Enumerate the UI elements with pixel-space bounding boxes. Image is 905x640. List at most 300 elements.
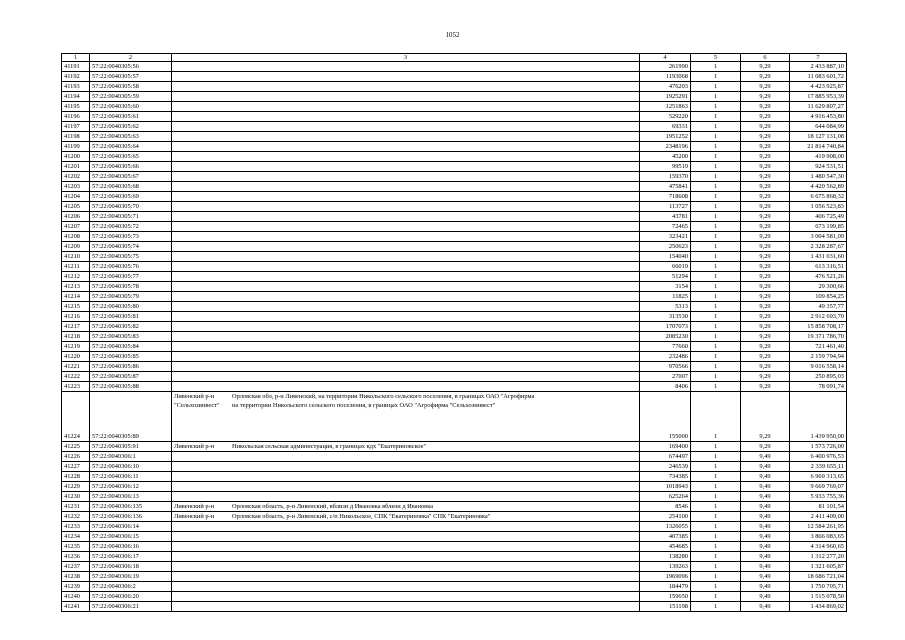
row-number: 41241	[62, 602, 90, 612]
rate-value: 9,29	[741, 182, 790, 192]
cadastral-value: 2 339 655,11	[790, 462, 847, 472]
quantity-value: 1	[691, 522, 741, 532]
cadastral-number: 57:22:0040305:61	[90, 112, 172, 122]
quantity-value: 1	[691, 192, 741, 202]
cadastral-value: 2 159 794,94	[790, 352, 847, 362]
cadastral-number: 57:22:0040305:71	[90, 212, 172, 222]
area-value: 232486	[640, 352, 691, 362]
quantity-value: 1	[691, 172, 741, 182]
cadastral-number: 57:22:0040306:15	[90, 532, 172, 542]
row-number: 41205	[62, 202, 90, 212]
quantity-value: 1	[691, 282, 741, 292]
area-value: 139263	[640, 562, 691, 572]
row-description	[172, 182, 640, 192]
rate-value: 9,29	[741, 82, 790, 92]
cadastral-value: 1 750 705,71	[790, 582, 847, 592]
row-description	[172, 172, 640, 182]
cadastral-value: 1 439 950,00	[790, 392, 847, 442]
row-description	[172, 602, 640, 612]
table-row	[62, 512, 847, 522]
row-number: 41195	[62, 102, 90, 112]
cadastral-value: 1 480 547,30	[790, 172, 847, 182]
row-number: 41222	[62, 372, 90, 382]
table-row	[62, 572, 847, 582]
description-region: Ливенский р-н	[174, 513, 215, 520]
quantity-value: 1	[691, 152, 741, 162]
rate-value: 9,49	[741, 512, 790, 522]
quantity-value: 1	[691, 352, 741, 362]
column-header: 2	[90, 54, 172, 62]
table-row	[62, 272, 847, 282]
table-row	[62, 262, 847, 272]
row-number: 41239	[62, 582, 90, 592]
cadastral-number: 57:22:0040306:19	[90, 572, 172, 582]
cadastral-number: 57:22:0040305:75	[90, 252, 172, 262]
area-value: 69331	[640, 122, 691, 132]
quantity-value: 1	[691, 132, 741, 142]
rate-value: 9,49	[741, 602, 790, 612]
row-number: 41216	[62, 312, 90, 322]
table-row	[62, 112, 847, 122]
cadastral-value: 78 091,74	[790, 382, 847, 392]
cadastral-value: 2 912 693,70	[790, 312, 847, 322]
cadastral-number: 57:22:0040305:57	[90, 72, 172, 82]
table-row	[62, 362, 847, 372]
cadastral-number: 57:22:0040306:13	[90, 492, 172, 502]
description-text: Орловская обл, р-н Ливенский, на территории Никольского сельского поселения, в границах ОАО "Агрофирма	[232, 393, 535, 400]
area-value: 718608	[640, 192, 691, 202]
cadastral-number: 57:22:0040305:82	[90, 322, 172, 332]
area-value: 72465	[640, 222, 691, 232]
rate-value: 9,29	[741, 242, 790, 252]
cadastral-value: 3 004 581,09	[790, 232, 847, 242]
area-value: 66019	[640, 262, 691, 272]
cadastral-number: 57:22:0040305:56	[90, 62, 172, 72]
rate-value: 9,29	[741, 62, 790, 72]
table-row	[62, 552, 847, 562]
cadastral-number: 57:22:0040305:74	[90, 242, 172, 252]
rate-value: 9,29	[741, 382, 790, 392]
row-number: 41209	[62, 242, 90, 252]
row-number: 41223	[62, 382, 90, 392]
rate-value: 9,49	[741, 582, 790, 592]
area-value: 734385	[640, 472, 691, 482]
table-row	[62, 142, 847, 152]
cadastral-number: 57:22:0040305:88	[90, 382, 172, 392]
row-number: 41240	[62, 592, 90, 602]
quantity-value: 1	[691, 292, 741, 302]
area-value: 313530	[640, 312, 691, 322]
row-description	[172, 162, 640, 172]
quantity-value: 1	[691, 482, 741, 492]
rate-value: 9,29	[741, 312, 790, 322]
row-description	[172, 442, 640, 452]
rate-value: 9,49	[741, 522, 790, 532]
cadastral-value: 406 725,49	[790, 212, 847, 222]
cadastral-value: 1 056 523,83	[790, 202, 847, 212]
rate-value: 9,49	[741, 462, 790, 472]
row-description	[172, 292, 640, 302]
quantity-value: 1	[691, 142, 741, 152]
area-value: 1018943	[640, 482, 691, 492]
table-row	[62, 222, 847, 232]
area-value: 151198	[640, 602, 691, 612]
table-row	[62, 242, 847, 252]
rate-value: 9,49	[741, 562, 790, 572]
rate-value: 9,49	[741, 552, 790, 562]
row-description	[172, 362, 640, 372]
table-row	[62, 122, 847, 132]
row-number: 41201	[62, 162, 90, 172]
rate-value: 9,29	[741, 112, 790, 122]
rate-value: 9,29	[741, 222, 790, 232]
cadastral-value: 11 629 807,27	[790, 102, 847, 112]
row-description	[172, 332, 640, 342]
row-number: 41204	[62, 192, 90, 202]
cadastral-number: 57:22:0040305:66	[90, 162, 172, 172]
table-row	[62, 532, 847, 542]
table-row	[62, 292, 847, 302]
page-number: 1052	[445, 31, 460, 39]
row-number: 41219	[62, 342, 90, 352]
table-row	[62, 72, 847, 82]
cadastral-value: 19 371 786,70	[790, 332, 847, 342]
area-value: 1969096	[640, 572, 691, 582]
area-value: 246539	[640, 462, 691, 472]
cadastral-number: 57:22:0040306:135	[90, 502, 172, 512]
cadastral-number: 57:22:0040306:18	[90, 562, 172, 572]
cadastral-number: 57:22:0040305:58	[90, 82, 172, 92]
row-description	[172, 482, 640, 492]
cadastral-value: 15 858 708,17	[790, 322, 847, 332]
area-value: 138280	[640, 552, 691, 562]
area-value: 8406	[640, 382, 691, 392]
rate-value: 9,29	[741, 372, 790, 382]
cadastral-value: 49 357,77	[790, 302, 847, 312]
quantity-value: 1	[691, 332, 741, 342]
quantity-value: 1	[691, 182, 741, 192]
table-row	[62, 322, 847, 332]
rate-value: 9,29	[741, 92, 790, 102]
table-row	[62, 482, 847, 492]
row-description	[172, 322, 640, 332]
row-description	[172, 312, 640, 322]
row-number: 41212	[62, 272, 90, 282]
area-value: 159650	[640, 592, 691, 602]
cadastral-value: 250 895,03	[790, 372, 847, 382]
table-row	[62, 132, 847, 142]
row-number: 41214	[62, 292, 90, 302]
cadastral-value: 1 321 605,87	[790, 562, 847, 572]
quantity-value: 1	[691, 592, 741, 602]
quantity-value: 1	[691, 342, 741, 352]
row-number: 41193	[62, 82, 90, 92]
rate-value: 9,29	[741, 232, 790, 242]
area-value: 476203	[640, 82, 691, 92]
quantity-value: 1	[691, 492, 741, 502]
row-description	[172, 142, 640, 152]
row-number: 41225	[62, 442, 90, 452]
area-value: 3154	[640, 282, 691, 292]
table-row	[62, 82, 847, 92]
cadastral-value: 1 312 277,20	[790, 552, 847, 562]
cadastral-value: 21 814 740,84	[790, 142, 847, 152]
area-value: 2348196	[640, 142, 691, 152]
column-header: 3	[172, 54, 640, 62]
cadastral-value: 2 328 287,67	[790, 242, 847, 252]
description-text: Никольская сельская администрация, в границах кдх "Екатериновское"	[232, 443, 427, 450]
area-value: 475841	[640, 182, 691, 192]
row-description	[172, 272, 640, 282]
rate-value: 9,29	[741, 322, 790, 332]
cadastral-value: 4 423 925,87	[790, 82, 847, 92]
table-row	[62, 502, 847, 512]
cadastral-value: 721 461,40	[790, 342, 847, 352]
cadastral-value: 9 669 769,07	[790, 482, 847, 492]
row-description	[172, 452, 640, 462]
rate-value: 9,29	[741, 192, 790, 202]
row-number: 41221	[62, 362, 90, 372]
quantity-value: 1	[691, 542, 741, 552]
area-value: 154040	[640, 252, 691, 262]
row-number: 41200	[62, 152, 90, 162]
quantity-value: 1	[691, 322, 741, 332]
row-description	[172, 542, 640, 552]
rate-value: 9,29	[741, 122, 790, 132]
table-row	[62, 192, 847, 202]
row-number: 41238	[62, 572, 90, 582]
cadastral-value: 109 854,25	[790, 292, 847, 302]
area-value: 51294	[640, 272, 691, 282]
row-number: 41194	[62, 92, 90, 102]
row-number: 41229	[62, 482, 90, 492]
rate-value: 9,49	[741, 452, 790, 462]
table-row	[62, 382, 847, 392]
quantity-value: 1	[691, 242, 741, 252]
column-header: 5	[691, 54, 741, 62]
cadastral-value: 1 431 031,60	[790, 252, 847, 262]
table-row	[62, 202, 847, 212]
row-number: 41230	[62, 492, 90, 502]
row-description	[172, 192, 640, 202]
row-number: 41211	[62, 262, 90, 272]
cadastral-number: 57:22:0040305:65	[90, 152, 172, 162]
row-number: 41197	[62, 122, 90, 132]
row-number: 41235	[62, 542, 90, 552]
cadastral-value: 6 969 313,65	[790, 472, 847, 482]
table-row	[62, 162, 847, 172]
rate-value: 9,49	[741, 572, 790, 582]
quantity-value: 1	[691, 562, 741, 572]
cadastral-value: 419 908,00	[790, 152, 847, 162]
area-value: 323421	[640, 232, 691, 242]
row-number: 41226	[62, 452, 90, 462]
area-value: 155000	[640, 392, 691, 442]
table-row	[62, 472, 847, 482]
table-row	[62, 492, 847, 502]
row-description	[172, 242, 640, 252]
row-description	[172, 72, 640, 82]
area-value: 27007	[640, 372, 691, 382]
cadastral-number: 57:22:0040306:2	[90, 582, 172, 592]
rate-value: 9,29	[741, 152, 790, 162]
description-text: Орловская область, р-н Ливенский, с/п Никольское, СПК "Екатериновка" СПК "Екатериновка"	[232, 513, 491, 520]
cadastral-number: 57:22:0040306:11	[90, 472, 172, 482]
row-description	[172, 592, 640, 602]
row-description	[172, 572, 640, 582]
cadastral-number: 57:22:0040305:85	[90, 352, 172, 362]
area-value: 45200	[640, 152, 691, 162]
table-row	[62, 342, 847, 352]
cadastral-value: 4 314 960,65	[790, 542, 847, 552]
row-number: 41228	[62, 472, 90, 482]
quantity-value: 1	[691, 232, 741, 242]
table-row	[62, 582, 847, 592]
row-description	[172, 212, 640, 222]
cadastral-number: 57:22:0040305:78	[90, 282, 172, 292]
cadastral-value: 9 016 558,14	[790, 362, 847, 372]
row-description	[172, 522, 640, 532]
area-value: 250623	[640, 242, 691, 252]
quantity-value: 1	[691, 312, 741, 322]
rate-value: 9,29	[741, 342, 790, 352]
row-description	[172, 552, 640, 562]
cadastral-number: 57:22:0040305:69	[90, 192, 172, 202]
row-description	[172, 342, 640, 352]
area-value: 1925291	[640, 92, 691, 102]
description-region: Ливенский р-н	[174, 443, 215, 450]
row-description	[172, 492, 640, 502]
rate-value: 9,49	[741, 502, 790, 512]
row-number: 41210	[62, 252, 90, 262]
area-value: 8546	[640, 502, 691, 512]
column-header: 6	[741, 54, 790, 62]
quantity-value: 1	[691, 362, 741, 372]
rate-value: 9,29	[741, 392, 790, 442]
quantity-value: 1	[691, 532, 741, 542]
cadastral-number: 57:22:0040305:68	[90, 182, 172, 192]
description-text: на территории Никольского сельского поселения, в границах ОАО "Агрофирма "Сельхозинвест"	[232, 402, 496, 409]
row-description	[172, 302, 640, 312]
cadastral-value: 6 400 976,53	[790, 452, 847, 462]
cadastral-value: 29 300,66	[790, 282, 847, 292]
description-region: Ливенский р-н	[174, 503, 215, 510]
row-description	[172, 462, 640, 472]
rate-value: 9,29	[741, 212, 790, 222]
rate-value: 9,29	[741, 442, 790, 452]
row-number: 41196	[62, 112, 90, 122]
rate-value: 9,29	[741, 252, 790, 262]
cadastral-value: 11 083 601,72	[790, 72, 847, 82]
row-description	[172, 152, 640, 162]
description-line	[174, 502, 637, 511]
area-value: 99519	[640, 162, 691, 172]
quantity-value: 1	[691, 382, 741, 392]
quantity-value: 1	[691, 162, 741, 172]
cadastral-number: 57:22:0040305:84	[90, 342, 172, 352]
cadastral-number: 57:22:0040306:12	[90, 482, 172, 492]
cadastral-number: 57:22:0040305:79	[90, 292, 172, 302]
table-row	[62, 602, 847, 612]
row-number: 41213	[62, 282, 90, 292]
rate-value: 9,29	[741, 272, 790, 282]
cadastral-value: 18 127 131,08	[790, 132, 847, 142]
description-region: "Сельхозинвест"	[174, 402, 220, 409]
cadastral-value: 924 531,51	[790, 162, 847, 172]
row-number: 41227	[62, 462, 90, 472]
description-line	[174, 442, 637, 451]
row-description	[172, 352, 640, 362]
area-value: 625264	[640, 492, 691, 502]
area-value: 5313	[640, 302, 691, 312]
row-number: 41208	[62, 232, 90, 242]
cadastral-value: 4 420 562,89	[790, 182, 847, 192]
table-row	[62, 332, 847, 342]
row-description	[172, 132, 640, 142]
area-value: 43781	[640, 212, 691, 222]
row-number: 41231	[62, 502, 90, 512]
row-number: 41207	[62, 222, 90, 232]
rate-value: 9,29	[741, 332, 790, 342]
cadastral-number: 57:22:0040306:1	[90, 452, 172, 462]
row-number: 41224	[62, 392, 90, 442]
quantity-value: 1	[691, 462, 741, 472]
area-value: 113727	[640, 202, 691, 212]
row-number: 41198	[62, 132, 90, 142]
quantity-value: 1	[691, 512, 741, 522]
rate-value: 9,29	[741, 352, 790, 362]
quantity-value: 1	[691, 392, 741, 442]
cadastral-value: 6 675 868,32	[790, 192, 847, 202]
cadastral-number: 57:22:0040305:80	[90, 302, 172, 312]
cadastral-value: 1 434 869,02	[790, 602, 847, 612]
table-row	[62, 522, 847, 532]
row-description	[172, 82, 640, 92]
table-row	[62, 252, 847, 262]
cadastral-number: 57:22:0040306:21	[90, 602, 172, 612]
row-description	[172, 262, 640, 272]
cadastral-value: 613 316,51	[790, 262, 847, 272]
table-row	[62, 182, 847, 192]
cadastral-number: 57:22:0040306:17	[90, 552, 172, 562]
table-row	[62, 442, 847, 452]
row-number: 41237	[62, 562, 90, 572]
cadastral-number: 57:22:0040305:73	[90, 232, 172, 242]
row-number: 41232	[62, 512, 90, 522]
row-description	[172, 502, 640, 512]
row-number: 41191	[62, 62, 90, 72]
quantity-value: 1	[691, 222, 741, 232]
row-number: 41202	[62, 172, 90, 182]
area-value: 184479	[640, 582, 691, 592]
table-row	[62, 592, 847, 602]
rate-value: 9,29	[741, 72, 790, 82]
area-value: 1251863	[640, 102, 691, 112]
row-description	[172, 282, 640, 292]
row-description	[172, 102, 640, 112]
table-row	[62, 282, 847, 292]
rate-value: 9,29	[741, 262, 790, 272]
row-description	[172, 562, 640, 572]
column-header: 4	[640, 54, 691, 62]
cadastral-number: 57:22:0040305:67	[90, 172, 172, 182]
cadastral-number: 57:22:0040305:87	[90, 372, 172, 382]
row-description	[172, 532, 640, 542]
row-number: 41215	[62, 302, 90, 312]
quantity-value: 1	[691, 372, 741, 382]
table-row	[62, 452, 847, 462]
quantity-value: 1	[691, 92, 741, 102]
